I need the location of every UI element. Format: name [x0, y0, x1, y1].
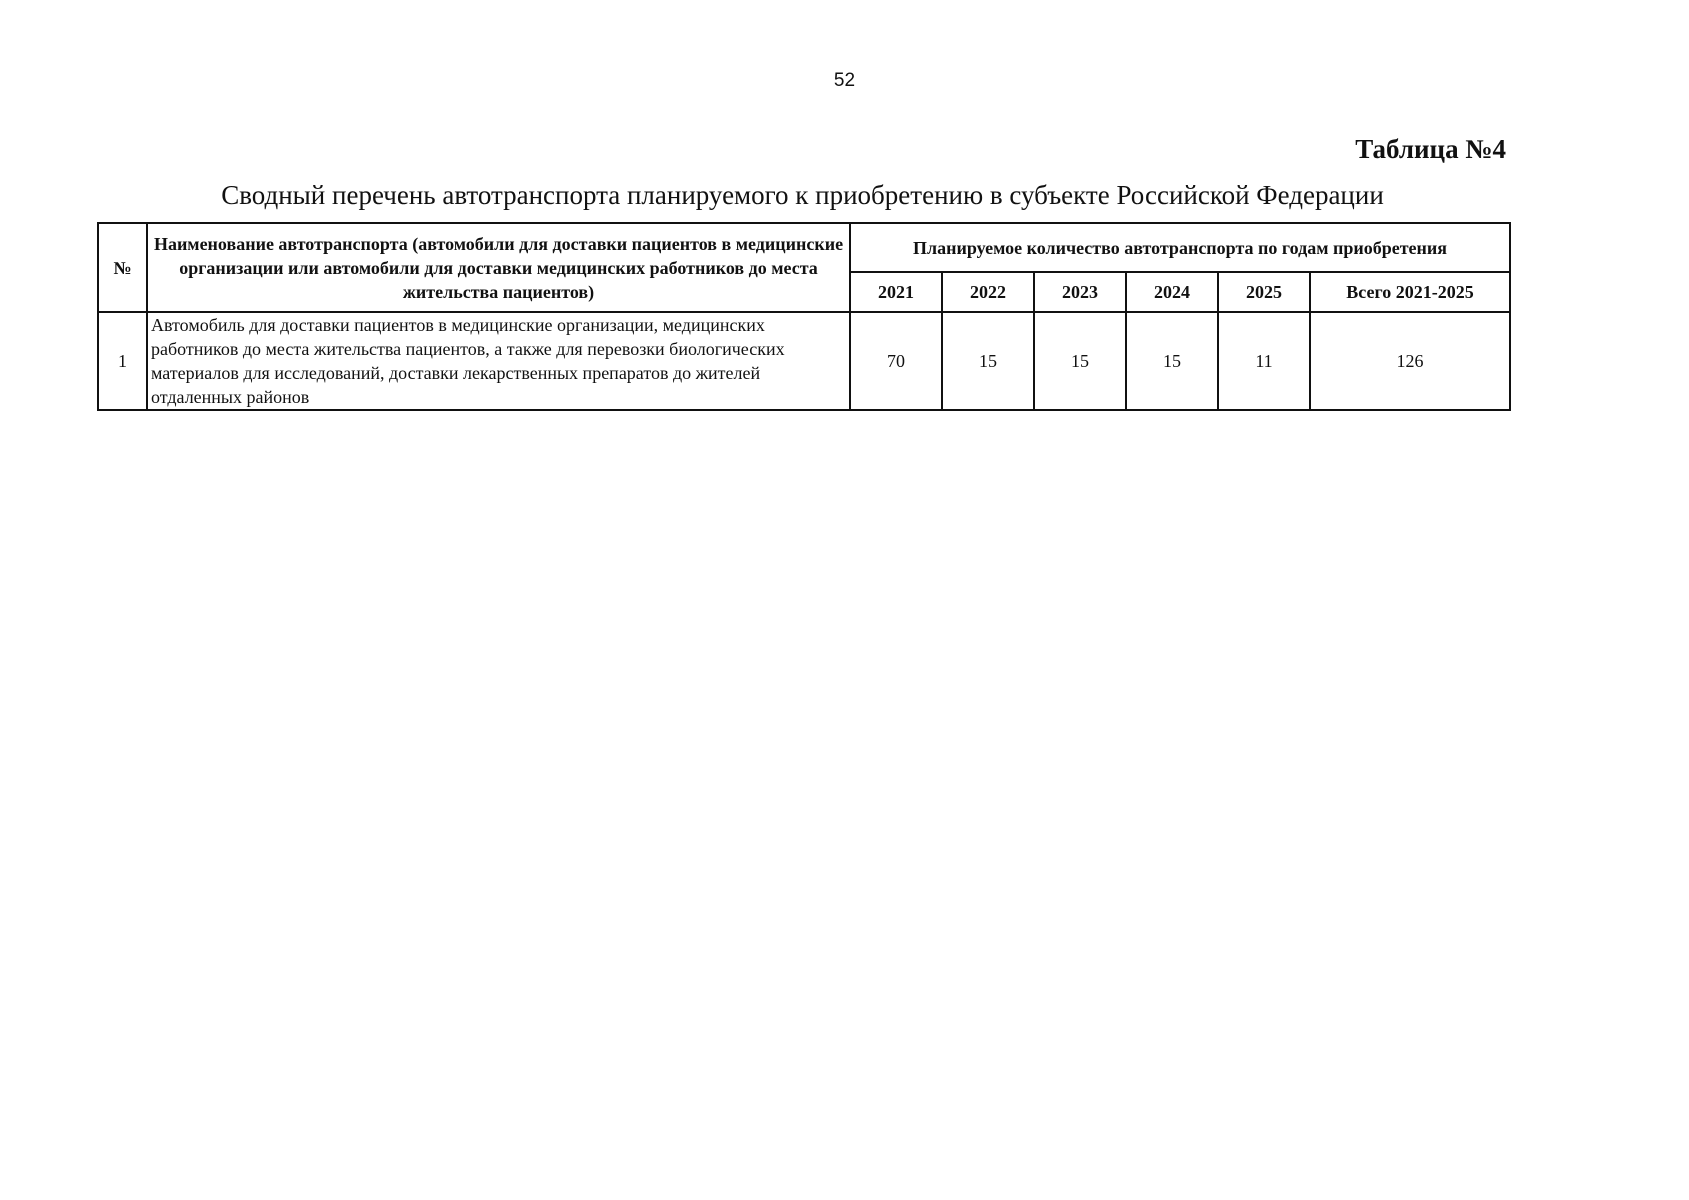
- row-number: 1: [98, 312, 147, 410]
- header-year-2023: 2023: [1034, 272, 1126, 312]
- header-year-2025: 2025: [1218, 272, 1310, 312]
- table-row: [98, 312, 1510, 410]
- row-value-2022: 15: [942, 312, 1034, 410]
- vehicle-summary-table: [97, 222, 1511, 411]
- header-year-2024: 2024: [1126, 272, 1218, 312]
- row-value-2025: 11: [1218, 312, 1310, 410]
- page-number: 52: [833, 70, 856, 91]
- header-vehicle-name: Наименование автотранспорта (автомобили для доставки пациентов в медицинские организации или автомобили для доставки медицинских работников до места жительства пациентов): [147, 223, 850, 312]
- table-label: Таблица №4: [1355, 134, 1506, 164]
- document-title: Сводный перечень автотранспорта планируемого к приобретению в субъекте Российской Федерации: [221, 180, 1384, 210]
- header-planned-quantity: Планируемое количество автотранспорта по годам приобретения: [850, 223, 1510, 272]
- row-value-2024: 15: [1126, 312, 1218, 410]
- table-header-row: [98, 223, 1510, 272]
- row-value-2023: 15: [1034, 312, 1126, 410]
- header-total: Всего 2021-2025: [1310, 272, 1510, 312]
- header-year-2021: 2021: [850, 272, 942, 312]
- row-value-2021: 70: [850, 312, 942, 410]
- row-vehicle-name: Автомобиль для доставки пациентов в медицинские организации, медицинских работников до места жительства пациентов, а также для перевозки биологических материалов для исследований, доставки лекарственных препаратов до жителей отдаленных районов: [147, 312, 850, 410]
- header-year-2022: 2022: [942, 272, 1034, 312]
- header-number: №: [98, 223, 147, 312]
- row-total: 126: [1310, 312, 1510, 410]
